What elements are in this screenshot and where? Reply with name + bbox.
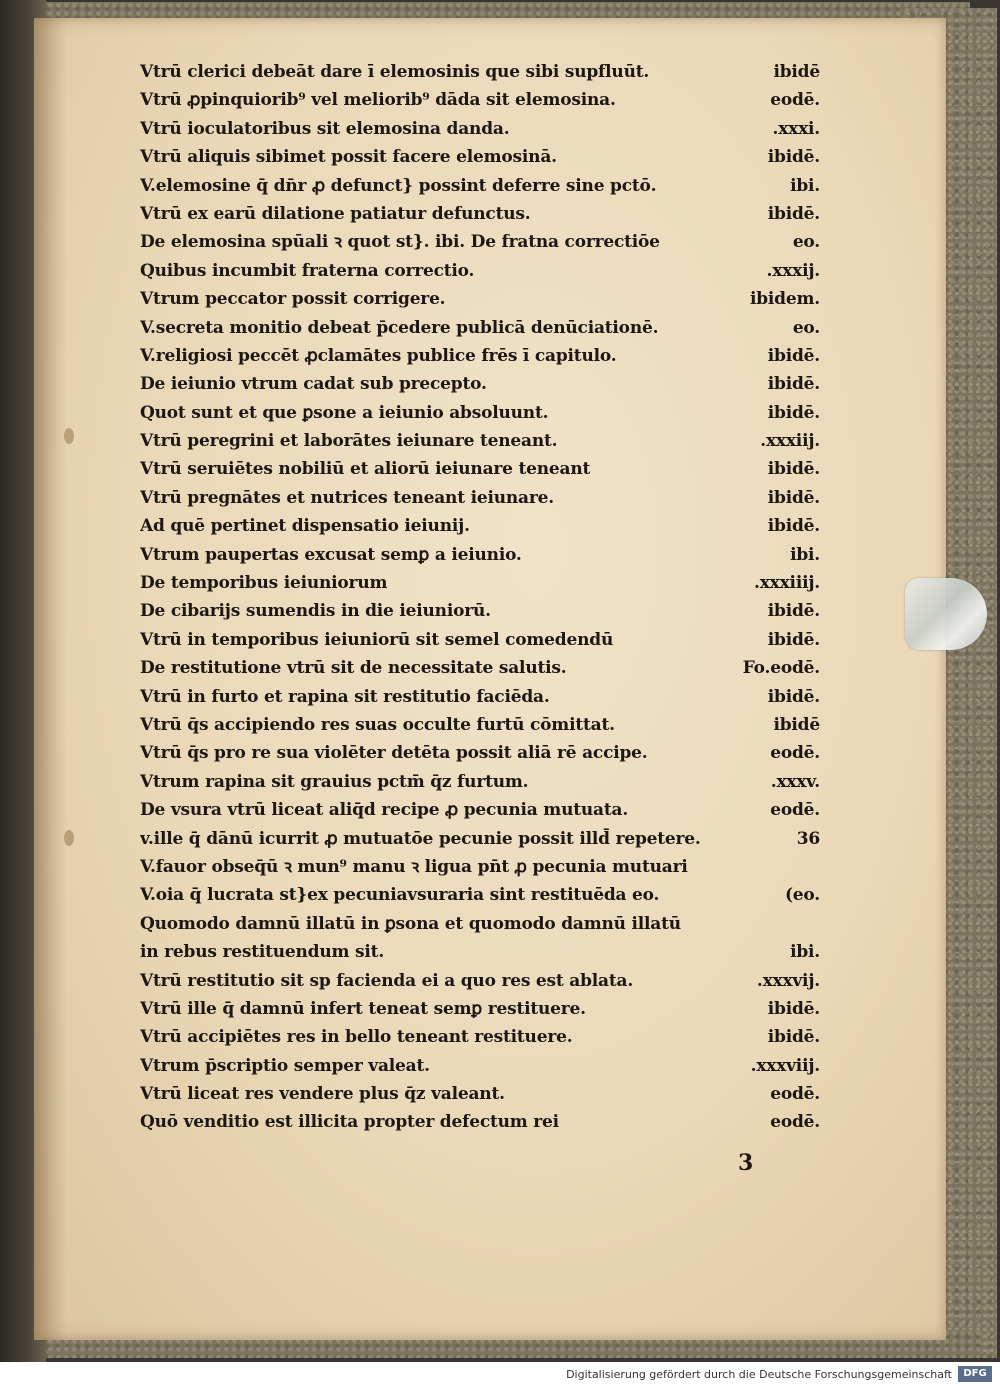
toc-entry-text: Vtrū peregrini et laborātes ieiunare teneant. bbox=[140, 431, 558, 452]
toc-entry-text: Vtrum rapina sit grauius pctm̄ q̄z furtum. bbox=[140, 771, 529, 792]
toc-entry-folio: ibidē. bbox=[767, 629, 820, 650]
toc-entry-text: Vtrū q̄s accipiendo res suas occulte furtū cōmittat. bbox=[140, 714, 615, 735]
toc-entry-folio: (eo. bbox=[784, 885, 820, 906]
toc-entry bbox=[140, 512, 820, 540]
toc-entry-folio: ibidē. bbox=[767, 487, 820, 508]
toc-entry-folio: Fo.eodē. bbox=[742, 658, 820, 679]
toc-entry bbox=[140, 597, 820, 625]
toc-entry bbox=[140, 910, 820, 938]
toc-entry-text: Vtrū in temporibus ieiuniorū sit semel comedendū bbox=[140, 629, 614, 650]
toc-entry-text: V.religiosi peccēt ꝓclamātes publice frēs ī capitulo. bbox=[140, 345, 617, 366]
toc-entry-text: Vtrū pregnātes et nutrices teneant ieiunare. bbox=[140, 487, 554, 508]
toc-entry bbox=[140, 285, 820, 313]
toc-entry bbox=[140, 342, 820, 370]
toc-entry-text: V.secreta monitio debeat p̄cedere publicā denūciationē. bbox=[140, 317, 659, 338]
toc-entry-folio: ibidē bbox=[773, 714, 820, 735]
toc-entry bbox=[140, 1023, 820, 1051]
toc-entry-folio: eodē. bbox=[770, 1084, 820, 1105]
toc-entry bbox=[140, 853, 820, 881]
toc-entry bbox=[140, 626, 820, 654]
toc-entry-text: Vtrū ioculatoribus sit elemosina danda. bbox=[140, 118, 510, 139]
toc-entry-text: De restitutione vtrū sit de necessitate salutis. bbox=[140, 658, 567, 679]
toc-entry-text: Vtrū ex earū dilatione patiatur defunctus. bbox=[140, 203, 531, 224]
toc-entry bbox=[140, 938, 820, 966]
toc-entry-folio: eo. bbox=[792, 317, 820, 338]
toc-entry-text: V.fauor obseq̄ū ꝛ mun⁹ manu ꝛ ligua pn̄t ꝓ pecunia mutuari bbox=[140, 856, 688, 877]
toc-entry-text: in rebus restituendum sit. bbox=[140, 942, 385, 963]
toc-entry bbox=[140, 739, 820, 767]
toc-entry bbox=[140, 654, 820, 682]
toc-entry bbox=[140, 115, 820, 143]
toc-entry-text: Vtrū restitutio sit sp facienda ei a quo res est ablata. bbox=[140, 970, 634, 991]
toc-entry-folio: ibidē. bbox=[767, 402, 820, 423]
toc-entry bbox=[140, 569, 820, 597]
toc-entry bbox=[140, 995, 820, 1023]
toc-entry-text: Vtrū ꝓpinquiorib⁹ vel meliorib⁹ dāda sit elemosina. bbox=[140, 90, 616, 111]
toc-entry-text: Ad quē pertinet dispensatio ieiunij. bbox=[140, 516, 470, 537]
toc-entry-folio: ibidē bbox=[773, 62, 820, 82]
toc-entry-text: Vtrum peccator possit corrigere. bbox=[140, 289, 446, 310]
toc-entry-text: De cibarijs sumendis in die ieiuniorū. bbox=[140, 601, 491, 622]
toc-entry-folio: ibi. bbox=[790, 544, 820, 565]
page-fold-shadow bbox=[34, 18, 68, 1340]
toc-entry-text: Quomodo damnū illatū in ꝑsona et quomodo damnū illatū bbox=[140, 913, 681, 934]
toc-entry-text: De elemosina spūali ꝛ quot st}. ibi. De fratna correctiōe bbox=[140, 232, 660, 253]
toc-entry-folio: .xxxi. bbox=[772, 118, 820, 139]
toc-entry-folio: ibidē. bbox=[767, 203, 820, 224]
toc-entry-folio: .xxxviij. bbox=[750, 1055, 820, 1076]
toc-entry-folio: ibidē. bbox=[767, 374, 820, 395]
toc-entry-text: Vtrū liceat res vendere plus q̄z valeant. bbox=[140, 1084, 505, 1105]
toc-entry-folio: ibidē. bbox=[767, 601, 820, 622]
toc-entry-text: Quō venditio est illicita propter defectum rei bbox=[140, 1112, 559, 1133]
page-clip bbox=[905, 578, 987, 650]
toc-entry-folio: ibidē. bbox=[767, 459, 820, 480]
toc-entry-folio: ibidē. bbox=[767, 1027, 820, 1048]
toc-entry-folio: eodē. bbox=[770, 90, 820, 111]
toc-entry bbox=[140, 172, 820, 200]
toc-entry-folio: ibidē. bbox=[767, 345, 820, 366]
toc-entry-text: Vtrū accipiētes res in bello teneant restituere. bbox=[140, 1027, 573, 1048]
toc-entry-text: De ieiunio vtrum cadat sub precepto. bbox=[140, 374, 487, 395]
toc-entry bbox=[140, 370, 820, 398]
toc-entry-folio: 36 bbox=[796, 828, 820, 849]
toc-entry-text: v.ille q̄ dānū icurrit ꝓ mutuatōe pecunie possit illd̄ repetere. bbox=[140, 828, 701, 849]
toc-entry-text: Vtrum paupertas excusat semꝑ a ieiunio. bbox=[140, 544, 522, 565]
toc-entry bbox=[140, 967, 820, 995]
table-of-contents bbox=[140, 58, 820, 1137]
toc-entry bbox=[140, 314, 820, 342]
toc-entry-text: De temporibus ieiuniorum bbox=[140, 573, 388, 594]
toc-entry-text: Vtrū in furto et rapina sit restitutio faciēda. bbox=[140, 686, 550, 707]
toc-entry bbox=[140, 399, 820, 427]
toc-entry bbox=[140, 58, 820, 86]
toc-entry bbox=[140, 455, 820, 483]
toc-entry-text: De vsura vtrū liceat aliq̄d recipe ꝓ pecunia mutuata. bbox=[140, 800, 629, 821]
toc-entry-folio: eo. bbox=[792, 232, 820, 253]
toc-entry-text: V.elemosine q̄ dn̄r ꝓ defunct} possint deferre sine pctō. bbox=[140, 175, 657, 196]
toc-entry bbox=[140, 683, 820, 711]
toc-entry bbox=[140, 200, 820, 228]
toc-entry-text: Vtrum p̄scriptio semper valeat. bbox=[140, 1055, 430, 1076]
toc-entry-folio: eodē. bbox=[770, 800, 820, 821]
toc-entry bbox=[140, 768, 820, 796]
toc-entry-text: Vtrū ille q̄ damnū infert teneat semꝑ restituere. bbox=[140, 998, 586, 1019]
toc-entry-folio: ibidē. bbox=[767, 686, 820, 707]
toc-entry bbox=[140, 1052, 820, 1080]
toc-entry-folio: ibidem. bbox=[749, 289, 820, 310]
toc-entry bbox=[140, 825, 820, 853]
toc-entry-folio: eodē. bbox=[770, 743, 820, 764]
binding-thread-mark bbox=[64, 428, 74, 444]
toc-entry-folio: ibidē. bbox=[767, 516, 820, 537]
toc-entry-folio: eodē. bbox=[770, 1112, 820, 1133]
toc-entry-text: Vtrū q̄s pro re sua violēter detēta possit aliā rē accipe. bbox=[140, 743, 648, 764]
footer-credit: Digitalisierung gefördert durch die Deutsche Forschungsgemeinschaft bbox=[566, 1368, 952, 1381]
toc-entry-folio: .xxxiiij. bbox=[754, 573, 820, 594]
toc-entry-text: Vtrū seruiētes nobiliū et aliorū ieiunare teneant bbox=[140, 459, 591, 480]
footer-bar bbox=[0, 1362, 1000, 1387]
toc-entry bbox=[140, 881, 820, 909]
toc-entry bbox=[140, 86, 820, 114]
toc-entry-text: Quibus incumbit fraterna correctio. bbox=[140, 260, 475, 281]
toc-entry bbox=[140, 541, 820, 569]
signature-mark: 3 bbox=[738, 1150, 754, 1176]
toc-entry bbox=[140, 711, 820, 739]
toc-entry bbox=[140, 228, 820, 256]
toc-entry bbox=[140, 1108, 820, 1136]
binding-thread-mark bbox=[64, 830, 74, 846]
toc-entry-text: Vtrū aliquis sibimet possit facere elemosinā. bbox=[140, 147, 557, 168]
toc-entry-folio: .xxxiij. bbox=[760, 431, 820, 452]
toc-entry-text: Vtrū clerici debeāt dare ī elemosinis que sibi supfluūt. bbox=[140, 62, 650, 82]
toc-entry-text: Quot sunt et que ꝑsone a ieiunio absoluunt. bbox=[140, 402, 549, 423]
toc-entry bbox=[140, 427, 820, 455]
toc-entry bbox=[140, 257, 820, 285]
toc-entry-text: V.oia q̄ lucrata st}ex pecuniavsuraria sint restituēda eo. bbox=[140, 885, 660, 906]
toc-entry bbox=[140, 1080, 820, 1108]
toc-entry-folio: .xxxvij. bbox=[756, 970, 820, 991]
toc-entry bbox=[140, 796, 820, 824]
toc-entry bbox=[140, 484, 820, 512]
toc-entry-folio: ibi. bbox=[790, 942, 820, 963]
toc-entry-folio: ibidē. bbox=[767, 998, 820, 1019]
toc-entry-folio: .xxxv. bbox=[770, 771, 820, 792]
toc-entry-folio: ibidē. bbox=[767, 147, 820, 168]
toc-entry bbox=[140, 143, 820, 171]
toc-entry-folio: .xxxij. bbox=[766, 260, 820, 281]
dfg-logo: DFG bbox=[958, 1366, 992, 1382]
toc-entry-folio: ibi. bbox=[790, 175, 820, 196]
